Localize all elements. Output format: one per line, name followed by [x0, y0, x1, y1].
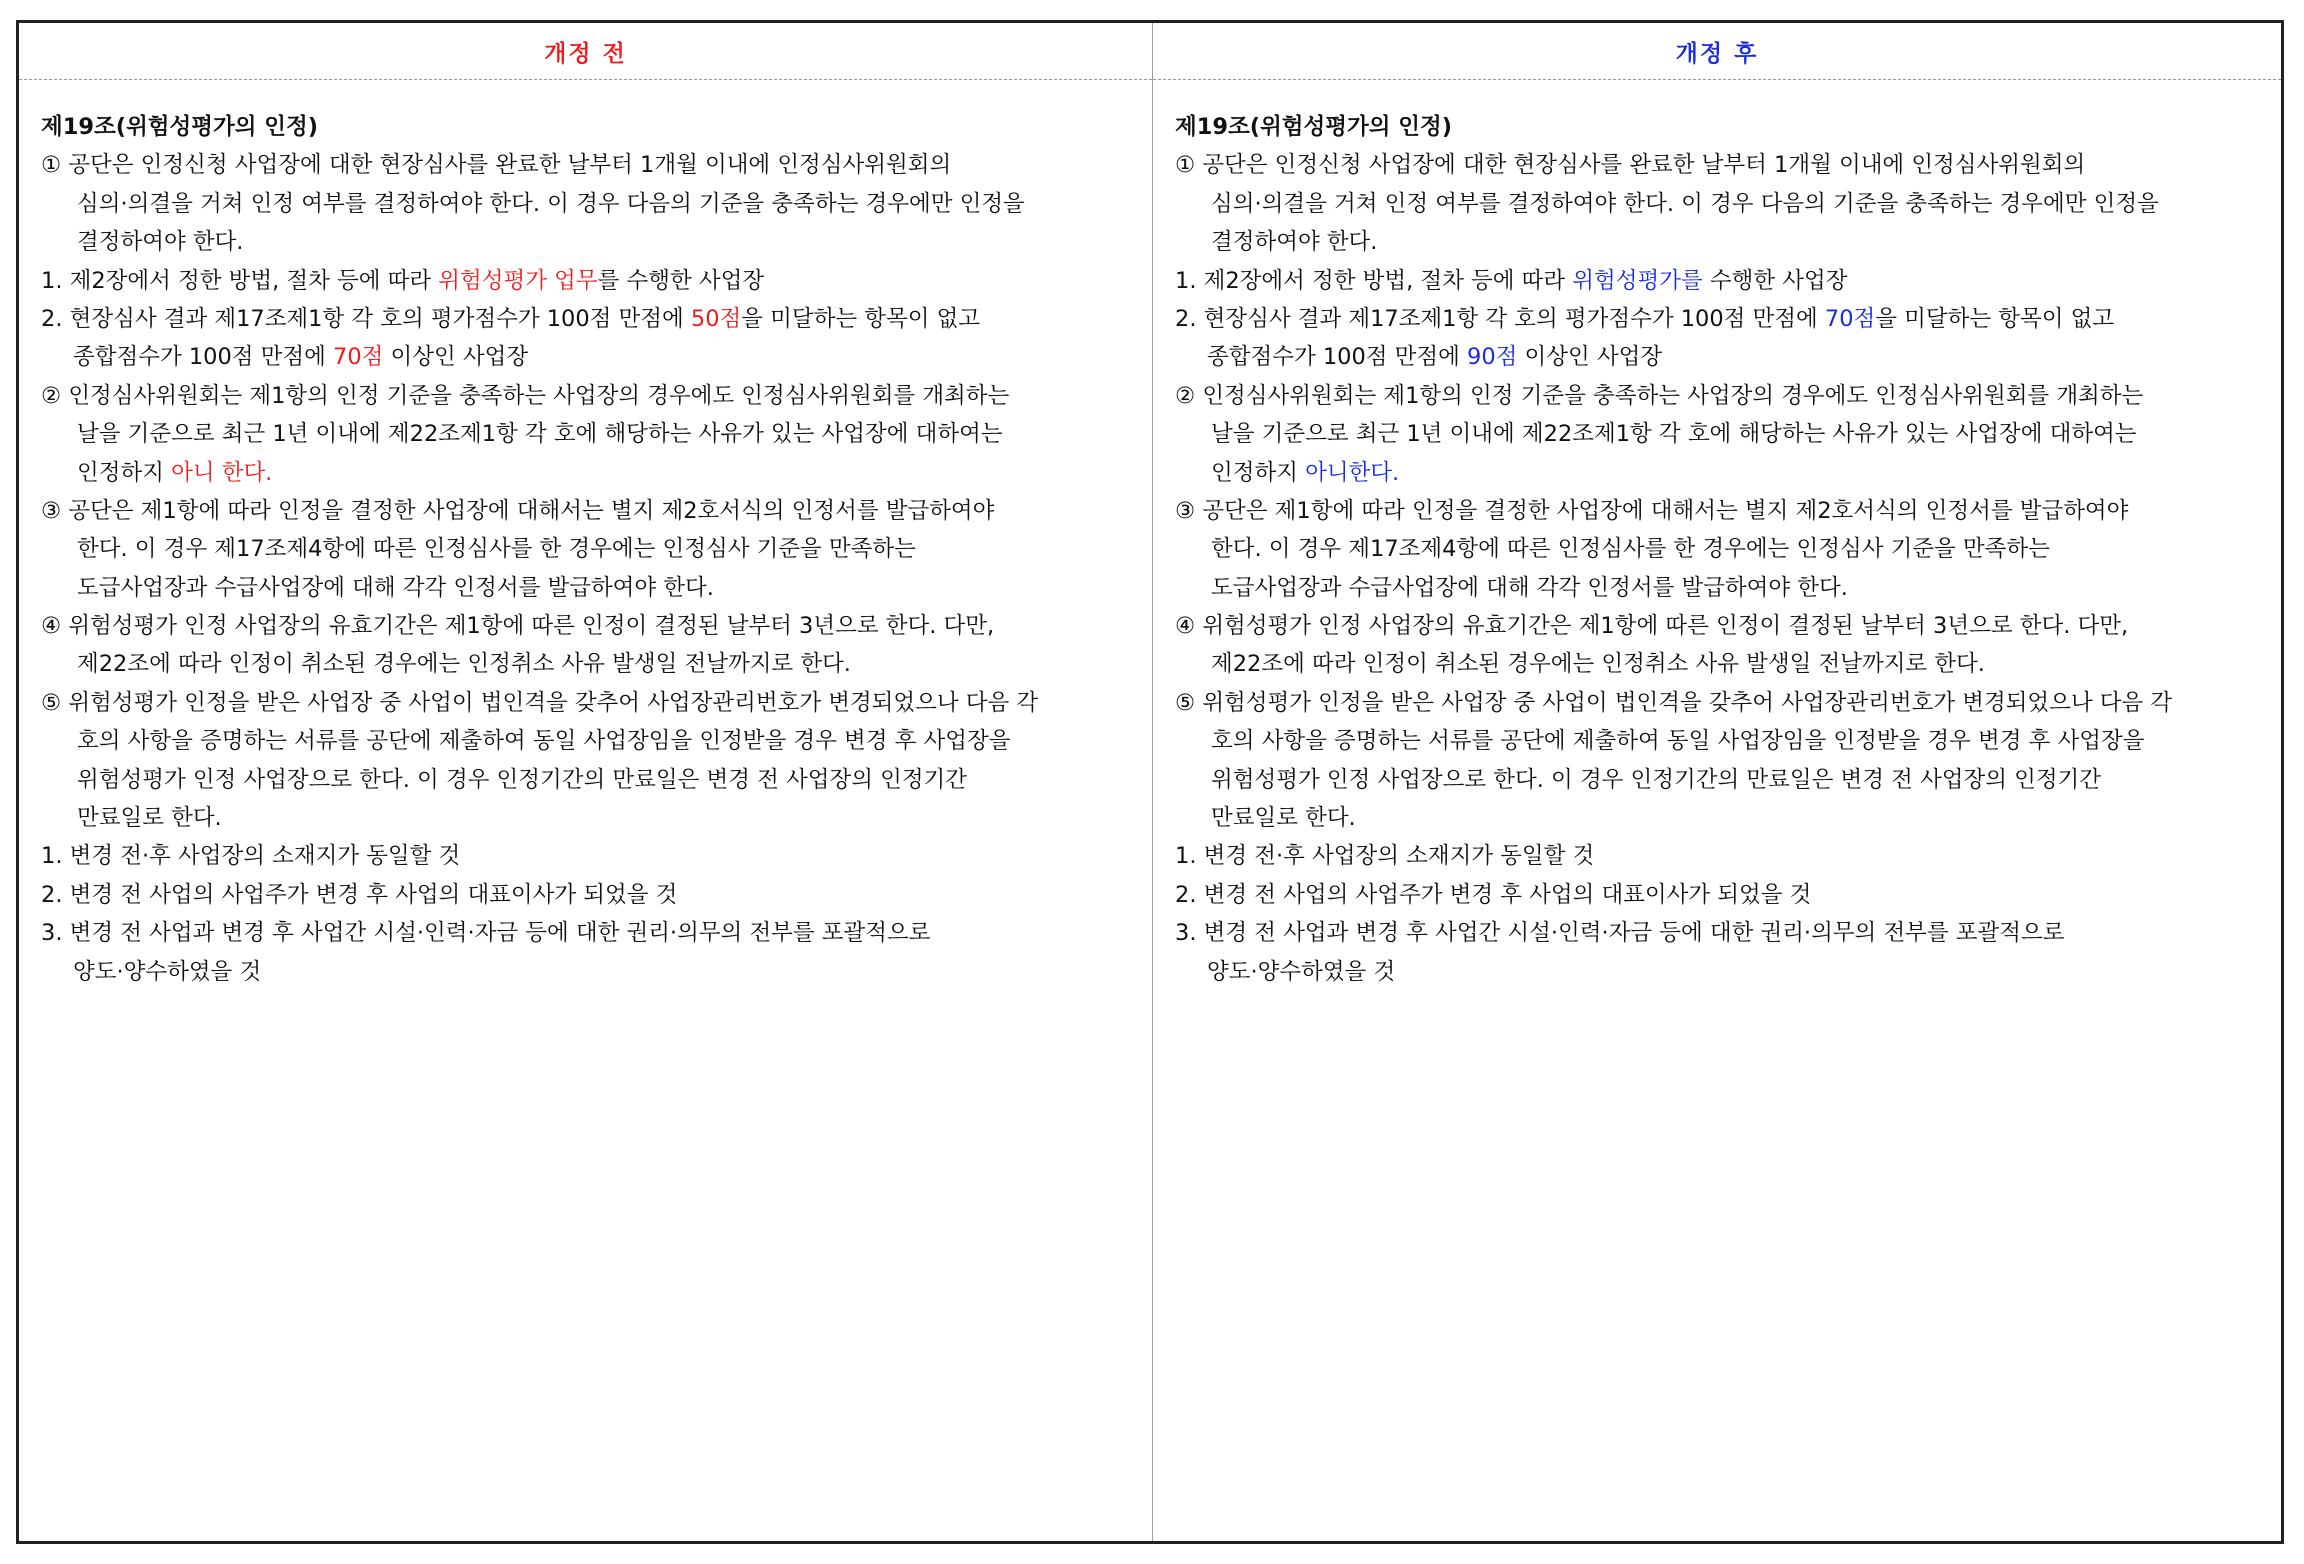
item-2-text: 2. 현장심사 결과 제17조제1항 각 호의 평가점수가 100점 만점에 [1175, 305, 1825, 332]
sub-item-1: 1. 변경 전·후 사업장의 소재지가 동일할 것 [41, 843, 461, 870]
paragraph-2-line [1175, 454, 2267, 492]
paragraph-4-line: 제22조에 따라 인정이 취소된 경우에는 인정취소 사유 발생일 전날까지로 한다. [77, 651, 851, 678]
changed-text: 70점 [1824, 305, 1876, 332]
item-1 [1175, 262, 2267, 300]
paragraph-1-line: 심의·의결을 거쳐 인정 여부를 결정하여야 한다. 이 경우 다음의 기준을 충족하는 경우에만 인정을 [77, 190, 1025, 217]
sub-item-3-continued: 양도·양수하였을 것 [1207, 958, 1396, 985]
sub-item-1: 1. 변경 전·후 사업장의 소재지가 동일할 것 [1175, 843, 1595, 870]
after-header: 개정 후 [1153, 23, 2281, 80]
paragraph-3-line: 도급사업장과 수급사업장에 대해 각각 인정서를 발급하여야 한다. [1211, 574, 1848, 601]
sub-item-3: 3. 변경 전 사업과 변경 후 사업간 시설·인력·자금 등에 대한 권리·의무의 전부를 포괄적으로 [1175, 920, 2065, 947]
paragraph-3-line: 도급사업장과 수급사업장에 대해 각각 인정서를 발급하여야 한다. [77, 574, 714, 601]
item-2-continued [41, 338, 1138, 376]
paragraph-1-line: 결정하여야 한다. [1211, 229, 1378, 256]
before-body [19, 80, 1152, 991]
changed-text: 90점 [1467, 344, 1518, 371]
changed-text: 아니 한다. [171, 459, 273, 486]
paragraph-2-line: ② 인정심사위원회는 제1항의 인정 기준을 충족하는 사업장의 경우에도 인정심사위원회를 개최하는 [41, 382, 1010, 409]
paragraph-5-line: 호의 사항을 증명하는 서류를 공단에 제출하여 동일 사업장임을 인정받을 경우 변경 후 사업장을 [77, 728, 1011, 755]
item-2-text: 을 미달하는 항목이 없고 [1875, 305, 2115, 332]
changed-text: 70점 [333, 344, 384, 371]
comparison-table [16, 20, 2284, 1544]
before-header: 개정 전 [19, 23, 1152, 80]
item-2 [41, 300, 1138, 338]
after-column [1153, 23, 2281, 1541]
changed-text: 50점 [690, 305, 742, 332]
item-2-text: 종합점수가 100점 만점에 [1207, 344, 1468, 371]
paragraph-1-line: ① 공단은 인정신청 사업장에 대한 현장심사를 완료한 날부터 1개월 이내에 인정심사위원회의 [1175, 152, 2086, 179]
changed-text: 위험성평가 업무 [438, 267, 598, 294]
paragraph-5-line: 위험성평가 인정 사업장으로 한다. 이 경우 인정기간의 만료일은 변경 전 사업장의 인정기간 [1211, 766, 2102, 793]
paragraph-5-line: 호의 사항을 증명하는 서류를 공단에 제출하여 동일 사업장임을 인정받을 경우 변경 후 사업장을 [1211, 728, 2145, 755]
item-1-text: 1. 제2장에서 정한 방법, 절차 등에 따라 [41, 267, 439, 294]
item-2-continued [1175, 338, 2267, 376]
item-2 [1175, 300, 2267, 338]
changed-text: 아니한다. [1305, 459, 1400, 486]
article-title: 제19조(위험성평가의 인정) [41, 114, 319, 140]
article-title: 제19조(위험성평가의 인정) [1175, 114, 1453, 140]
paragraph-3-line: ③ 공단은 제1항에 따라 인정을 결정한 사업장에 대해서는 별지 제2호서식의 인정서를 발급하여야 [1175, 497, 2129, 524]
paragraph-5-line: 만료일로 한다. [77, 805, 222, 832]
item-2-text: 2. 현장심사 결과 제17조제1항 각 호의 평가점수가 100점 만점에 [41, 305, 691, 332]
paragraph-5-line: ⑤ 위험성평가 인정을 받은 사업장 중 사업이 법인격을 갖추어 사업장관리번호가 변경되었으나 다음 각 [41, 689, 1039, 716]
sub-item-2: 2. 변경 전 사업의 사업주가 변경 후 사업의 대표이사가 되었을 것 [41, 881, 678, 908]
item-1-text: 를 수행한 사업장 [597, 267, 765, 294]
paragraph-2-text: 인정하지 [1211, 459, 1306, 486]
item-2-text: 을 미달하는 항목이 없고 [741, 305, 981, 332]
paragraph-2-line: 날을 기준으로 최근 1년 이내에 제22조제1항 각 호에 해당하는 사유가 있는 사업장에 대하여는 [77, 421, 1003, 448]
item-1 [41, 262, 1138, 300]
paragraph-4-line: ④ 위험성평가 인정 사업장의 유효기간은 제1항에 따른 인정이 결정된 날부터 3년으로 한다. 다만, [41, 613, 995, 640]
paragraph-2-text: 인정하지 [77, 459, 172, 486]
item-1-text: 1. 제2장에서 정한 방법, 절차 등에 따라 [1175, 267, 1573, 294]
paragraph-3-line: ③ 공단은 제1항에 따라 인정을 결정한 사업장에 대해서는 별지 제2호서식의 인정서를 발급하여야 [41, 497, 995, 524]
paragraph-2-line [41, 454, 1138, 492]
sub-item-3-continued: 양도·양수하였을 것 [73, 958, 262, 985]
paragraph-2-line: ② 인정심사위원회는 제1항의 인정 기준을 충족하는 사업장의 경우에도 인정심사위원회를 개최하는 [1175, 382, 2144, 409]
item-2-text: 이상인 사업장 [1517, 344, 1663, 371]
item-1-text: 수행한 사업장 [1702, 267, 1848, 294]
paragraph-5-line: 위험성평가 인정 사업장으로 한다. 이 경우 인정기간의 만료일은 변경 전 사업장의 인정기간 [77, 766, 968, 793]
paragraph-1-line: 결정하여야 한다. [77, 229, 244, 256]
paragraph-4-line: ④ 위험성평가 인정 사업장의 유효기간은 제1항에 따른 인정이 결정된 날부터 3년으로 한다. 다만, [1175, 613, 2129, 640]
paragraph-5-line: 만료일로 한다. [1211, 805, 1356, 832]
changed-text: 위험성평가를 [1572, 267, 1703, 294]
paragraph-1-line: ① 공단은 인정신청 사업장에 대한 현장심사를 완료한 날부터 1개월 이내에 인정심사위원회의 [41, 152, 952, 179]
paragraph-3-line: 한다. 이 경우 제17조제4항에 따른 인정심사를 한 경우에는 인정심사 기준을 만족하는 [1211, 536, 2050, 563]
paragraph-1-line: 심의·의결을 거쳐 인정 여부를 결정하여야 한다. 이 경우 다음의 기준을 충족하는 경우에만 인정을 [1211, 190, 2159, 217]
paragraph-3-line: 한다. 이 경우 제17조제4항에 따른 인정심사를 한 경우에는 인정심사 기준을 만족하는 [77, 536, 916, 563]
paragraph-5-line: ⑤ 위험성평가 인정을 받은 사업장 중 사업이 법인격을 갖추어 사업장관리번호가 변경되었으나 다음 각 [1175, 689, 2173, 716]
paragraph-4-line: 제22조에 따라 인정이 취소된 경우에는 인정취소 사유 발생일 전날까지로 한다. [1211, 651, 1985, 678]
after-body [1153, 80, 2281, 991]
before-column [19, 23, 1153, 1541]
sub-item-3: 3. 변경 전 사업과 변경 후 사업간 시설·인력·자금 등에 대한 권리·의무의 전부를 포괄적으로 [41, 920, 931, 947]
paragraph-2-line: 날을 기준으로 최근 1년 이내에 제22조제1항 각 호에 해당하는 사유가 있는 사업장에 대하여는 [1211, 421, 2137, 448]
sub-item-2: 2. 변경 전 사업의 사업주가 변경 후 사업의 대표이사가 되었을 것 [1175, 881, 1812, 908]
item-2-text: 종합점수가 100점 만점에 [73, 344, 334, 371]
item-2-text: 이상인 사업장 [383, 344, 529, 371]
